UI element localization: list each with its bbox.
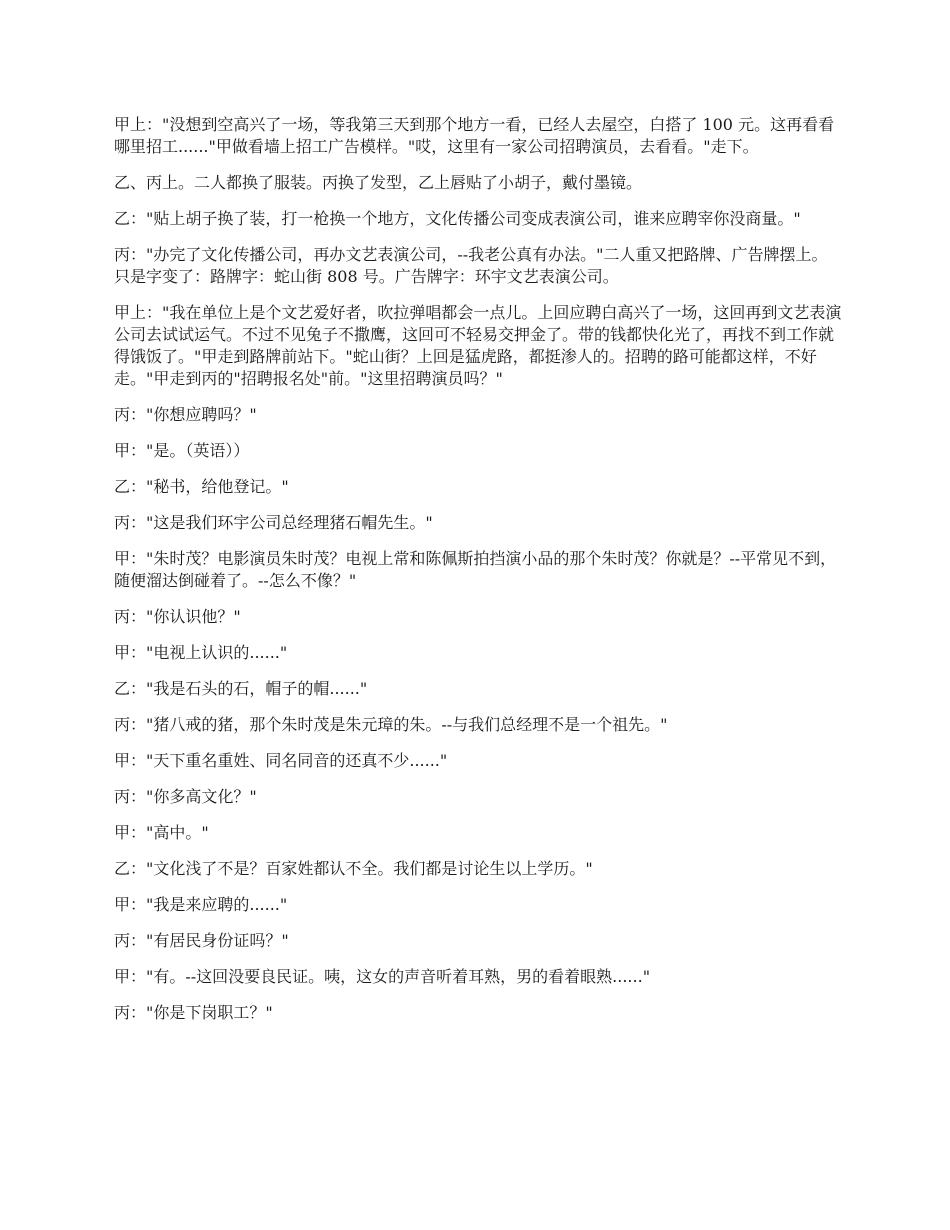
paragraph: 甲："高中。" [114, 823, 209, 842]
paragraph: 丙："这是我们环宇公司总经理猪石帽先生。" [114, 513, 433, 532]
document-page [114, 114, 842, 1038]
paragraph: 丙："猪八戒的猪，那个朱时茂是朱元璋的朱。--与我们总经理不是一个祖先。" [114, 715, 668, 734]
paragraph: 丙："你想应聘吗？" [114, 405, 257, 424]
paragraph: 乙、丙上。二人都换了服装。丙换了发型，乙上唇贴了小胡子，戴付墨镜。 [114, 173, 643, 192]
paragraph: 甲："有。--这回没要良民证。咦，这女的声音听着耳熟，男的看着眼熟......" [114, 967, 651, 986]
paragraph: 甲："朱时茂？电影演员朱时茂？电视上常和陈佩斯拍挡演小品的那个朱时茂？你就是？--平常见不到，随便溜达倒碰着了。--怎么不像？" [114, 549, 837, 590]
paragraph: 乙："秘书，给他登记。" [114, 477, 289, 496]
paragraph: 甲："电视上认识的......" [114, 643, 288, 662]
paragraph: 甲上："没想到空高兴了一场，等我第三天到那个地方一看，已经人去屋空，白搭了 100 元。这再看看哪里招工......"甲做看墙上招工广告模样。"哎，这里有一家公司招聘演员，去看看。"走下。 [114, 115, 835, 156]
paragraph: 丙："你多高文化？" [114, 787, 257, 806]
paragraph: 丙："有居民身份证吗？" [114, 931, 289, 950]
paragraph: 甲："天下重名重姓、同名同音的还真不少......" [114, 751, 448, 770]
paragraph: 乙："文化浅了不是？百家姓都认不全。我们都是讨论生以上学历。" [114, 859, 593, 878]
paragraph: 甲："我是来应聘的......" [114, 895, 288, 914]
paragraph: 丙："你认识他？" [114, 607, 241, 626]
paragraph: 丙："你是下岗职工？" [114, 1003, 273, 1022]
paragraph: 乙："我是石头的石，帽子的帽......" [114, 679, 368, 698]
paragraph: 丙："办完了文化传播公司，再办文艺表演公司，--我老公真有办法。"二人重又把路牌、广告牌摆上。只是字变了：路牌字：蛇山街 808 号。广告牌字：环宇文艺表演公司。 [114, 245, 828, 286]
paragraph: 乙："贴上胡子换了装，打一枪换一个地方，文化传播公司变成表演公司，谁来应聘宰你没商量。" [114, 209, 801, 228]
paragraph: 甲："是。（英语）） [114, 441, 250, 460]
paragraph: 甲上："我在单位上是个文艺爱好者，吹拉弹唱都会一点儿。上回应聘白高兴了一场，这回再到文艺表演公司去试试运气。不过不见兔子不撒鹰，这回可不轻易交押金了。带的钱都快化光了，再找不到工作就得饿饭了。"甲走到路牌前站下。"蛇山街？上回是猛虎路，都挺渗人的。招聘的路可能都这样，不好走。"甲走到丙的"招聘报名处"前。"这里招聘演员吗？" [114, 303, 842, 388]
